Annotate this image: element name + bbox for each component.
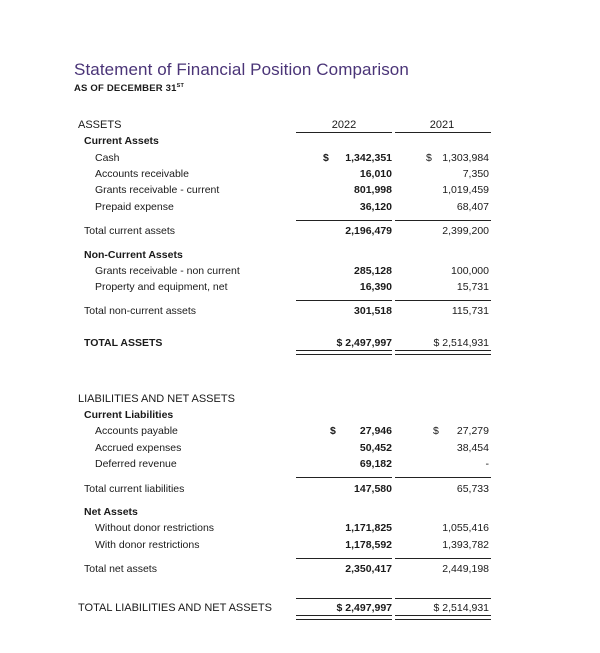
column-header-2022: 2022: [331, 119, 357, 131]
value-2021: 38,454: [456, 442, 489, 454]
row-label: Grants receivable - non current: [95, 265, 240, 277]
total-label: Total non-current assets: [84, 305, 197, 317]
subtotal-rule-2022: [296, 558, 392, 559]
total-value-2021: 2,399,200: [442, 225, 489, 237]
grand-total-overline-2021: [395, 598, 491, 599]
row-label: Accounts payable: [95, 425, 178, 437]
total-value-2022: 2,196,479: [345, 225, 392, 237]
total-value-2021: 2,449,198: [442, 563, 489, 575]
grand-total-value-2022: $ 2,497,997: [336, 602, 392, 614]
page-title: Statement of Financial Position Comparison: [74, 60, 409, 79]
row-label: Property and equipment, net: [95, 281, 228, 293]
value-2022: 285,128: [354, 265, 392, 277]
value-2021: 1,393,782: [442, 539, 489, 551]
value-2021: 100,000: [451, 265, 489, 277]
row-label: With donor restrictions: [95, 539, 200, 551]
currency-sign-2022: $: [330, 425, 336, 437]
row-label: Grants receivable - current: [95, 184, 220, 196]
value-2022: 36,120: [359, 201, 392, 213]
value-2022: 1,171,825: [345, 522, 392, 534]
row-label: Accrued expenses: [95, 442, 182, 454]
total-value-2022: 2,350,417: [345, 563, 392, 575]
double-underline-2022: [296, 615, 392, 620]
total-value-2021: 115,731: [451, 305, 489, 317]
value-2021: 27,279: [456, 425, 489, 437]
row-label: Without donor restrictions: [95, 522, 215, 534]
value-2021: 1,303,984: [442, 152, 489, 164]
value-2021: 1,019,459: [442, 184, 489, 196]
value-2022: 16,010: [359, 168, 392, 180]
total-label: Total current assets: [84, 225, 176, 237]
value-2022: 50,452: [359, 442, 392, 454]
total-label: Total current liabilities: [84, 483, 185, 495]
subtotal-rule-2021: [395, 558, 491, 559]
grand-total-value-2022: $ 2,497,997: [336, 337, 392, 349]
currency-sign-2021: $: [433, 425, 439, 437]
subtitle-text: AS OF DECEMBER 31: [74, 83, 177, 94]
section-heading-current-liabilities: Current Liabilities: [84, 409, 174, 421]
grand-total-value-2021: $ 2,514,931: [433, 337, 489, 349]
double-underline-2021: [395, 615, 491, 620]
value-2022: 1,178,592: [345, 539, 392, 551]
subtotal-rule-2022: [296, 220, 392, 221]
row-label: Prepaid expense: [95, 201, 174, 213]
grand-total-value-2021: $ 2,514,931: [433, 602, 489, 614]
subtotal-rule-2022: [296, 477, 392, 478]
subtotal-rule-2021: [395, 477, 491, 478]
currency-sign-2022: $: [323, 152, 329, 164]
row-label: Accounts receivable: [95, 168, 189, 180]
section-heading-noncurrent-assets: Non-Current Assets: [84, 249, 183, 261]
subtotal-rule-2022: [296, 300, 392, 301]
value-2022: 1,342,351: [345, 152, 392, 164]
value-2021: -: [485, 458, 489, 470]
column-header-2021: 2021: [429, 119, 455, 131]
assets-heading: ASSETS: [78, 119, 122, 131]
value-2021: 15,731: [456, 281, 489, 293]
section-heading-net-assets: Net Assets: [84, 506, 138, 518]
total-value-2022: 301,518: [354, 305, 392, 317]
value-2022: 69,182: [359, 458, 392, 470]
subtotal-rule-2021: [395, 220, 491, 221]
section-heading-current-assets: Current Assets: [84, 135, 159, 147]
value-2022: 27,946: [359, 425, 392, 437]
grand-total-overline-2022: [296, 598, 392, 599]
double-underline-2021: [395, 350, 491, 355]
grand-total-label: TOTAL LIABILITIES AND NET ASSETS: [78, 602, 272, 614]
row-label: Cash: [95, 152, 120, 164]
value-2021: 7,350: [462, 168, 489, 180]
value-2022: 16,390: [359, 281, 392, 293]
value-2021: 1,055,416: [442, 522, 489, 534]
double-underline-2022: [296, 350, 392, 355]
value-2022: 801,998: [354, 184, 392, 196]
subtotal-rule-2021: [395, 300, 491, 301]
total-label: Total net assets: [84, 563, 157, 575]
subtitle-suffix: ST: [176, 83, 185, 89]
total-value-2022: 147,580: [354, 483, 392, 495]
value-2021: 68,407: [456, 201, 489, 213]
liabilities-heading: LIABILITIES AND NET ASSETS: [78, 393, 235, 405]
header-underline-2021: [395, 132, 491, 133]
currency-sign-2021: $: [426, 152, 432, 164]
grand-total-label: TOTAL ASSETS: [84, 337, 163, 349]
page-subtitle: [74, 83, 184, 94]
total-value-2021: 65,733: [456, 483, 489, 495]
row-label: Deferred revenue: [95, 458, 177, 470]
header-underline-2022: [296, 132, 392, 133]
